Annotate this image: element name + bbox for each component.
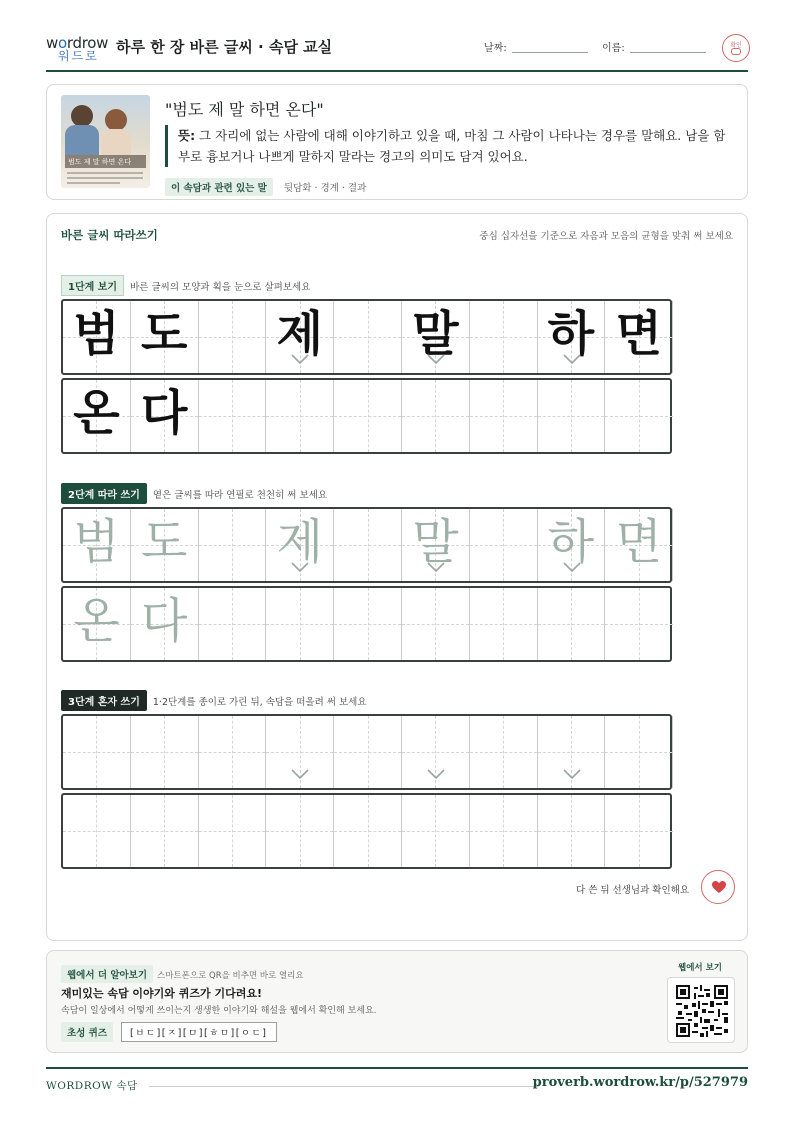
qr-label: 웹에서 보기 (677, 963, 722, 973)
name-field[interactable] (630, 52, 706, 53)
step-2-row-1[interactable] (61, 507, 672, 583)
step-3-row-1[interactable] (61, 714, 672, 790)
grid-cell[interactable] (538, 588, 606, 660)
grid-cell (199, 301, 267, 373)
name-label: 이름: (602, 43, 625, 54)
section-desc: 중심 십자선을 기준으로 자음과 모음의 균형을 맞춰 써 보세요 (479, 231, 733, 242)
chevron-down-icon (290, 768, 310, 780)
related-tag: 이 속담과 관련 있는 말 (165, 178, 273, 196)
grid-cell (131, 301, 199, 373)
grid-cell[interactable] (334, 509, 402, 581)
step-1-row-1 (61, 299, 672, 375)
grid-cell (470, 301, 538, 373)
practice-character: 다 (141, 593, 188, 649)
grid-cell[interactable] (402, 795, 470, 867)
grid-cell[interactable] (470, 509, 538, 581)
grid-cell[interactable] (334, 716, 402, 788)
grid-cell[interactable] (605, 716, 673, 788)
logo-hangul: 워드로 (58, 49, 99, 63)
grid-cell[interactable] (334, 795, 402, 867)
check-text: 다 쓴 뒤 선생님과 확인해요 (575, 885, 689, 896)
chevron-down-icon (290, 353, 310, 365)
practice-character (470, 301, 537, 373)
grid-cell[interactable] (605, 509, 673, 581)
chevron-down-icon (426, 353, 446, 365)
grid-cell[interactable] (605, 588, 673, 660)
step-3-label (61, 690, 367, 710)
grid-cell[interactable] (334, 588, 402, 660)
grid-cell (470, 380, 538, 452)
step-2-badge: 2단계 따라 쓰기 (61, 483, 147, 504)
initial-quiz (61, 1021, 277, 1042)
grid-cell[interactable] (470, 588, 538, 660)
grid-cell[interactable] (131, 795, 199, 867)
practice-character: 도 (141, 514, 188, 570)
page-footer (46, 1067, 748, 1097)
grid-cell (63, 380, 131, 452)
practice-character: 범 (73, 514, 120, 570)
proverb-card (46, 84, 748, 200)
grid-cell (266, 380, 334, 452)
quiz-label: 초성 퀴즈 (61, 1022, 113, 1042)
proverb-title: "범도 제 말 하면 온다" (165, 100, 324, 119)
practice-character (334, 301, 401, 373)
practice-character (334, 509, 401, 581)
stamp-text: 확인 (730, 42, 742, 49)
grid-cell[interactable] (131, 509, 199, 581)
grid-cell[interactable] (470, 716, 538, 788)
stamp-icon (722, 34, 750, 62)
illustration-caption: 범도 제 말 하면 온다 (65, 155, 146, 168)
page-header (46, 30, 748, 72)
grid-cell (538, 380, 606, 452)
stamp-face (731, 48, 741, 55)
chevron-down-icon (290, 561, 310, 573)
web-info-box (46, 950, 748, 1053)
grid-cell (63, 301, 131, 373)
grid-cell[interactable] (199, 716, 267, 788)
grid-cell (334, 301, 402, 373)
step-1-label (61, 275, 310, 295)
chevron-down-icon (562, 561, 582, 573)
page-title: 하루 한 장 바른 글씨 · 속담 교실 (116, 38, 333, 56)
practice-character: 말 (412, 306, 459, 362)
practice-character: 면 (615, 514, 662, 570)
step-3-badge: 3단계 혼자 쓰기 (61, 690, 147, 711)
web-tag (61, 963, 304, 983)
proverb-illustration (61, 95, 150, 188)
grid-cell[interactable] (63, 716, 131, 788)
logo-word: wordrow (46, 34, 109, 52)
step-1-badge: 1단계 보기 (61, 275, 124, 296)
chevron-down-icon (426, 768, 446, 780)
grid-cell[interactable] (131, 588, 199, 660)
heart-stamp-icon (701, 870, 735, 904)
grid-cell[interactable] (470, 795, 538, 867)
related-words (165, 176, 366, 196)
grid-cell[interactable] (131, 716, 199, 788)
grid-cell (402, 380, 470, 452)
grid-cell (199, 380, 267, 452)
wordrow-logo (46, 34, 108, 62)
qr-code-icon[interactable] (667, 977, 735, 1043)
practice-character: 범 (73, 306, 120, 362)
step-1-row-2 (61, 378, 672, 454)
web-tag-badge: 웹에서 더 알아보기 (61, 965, 153, 983)
related-text: 뒷담화 · 경계 · 결과 (283, 183, 367, 194)
footer-divider (149, 1086, 539, 1087)
web-title: 재미있는 속담 이야기와 퀴즈가 기다려요! (61, 987, 262, 1000)
grid-cell[interactable] (63, 795, 131, 867)
heart-icon (712, 881, 726, 894)
grid-cell[interactable] (266, 795, 334, 867)
practice-character (199, 509, 266, 581)
web-hint: 스마트폰으로 QR을 비추면 바로 열리요 (157, 971, 304, 981)
proverb-meaning (165, 125, 737, 167)
practice-character (199, 301, 266, 373)
date-label: 날짜: (484, 43, 507, 54)
chevron-down-icon (562, 768, 582, 780)
qr-pattern (676, 985, 728, 1037)
grid-cell[interactable] (199, 509, 267, 581)
grid-cell[interactable] (605, 795, 673, 867)
grid-cell[interactable] (199, 795, 267, 867)
practice-character: 온 (73, 593, 120, 649)
footer-url[interactable]: proverb.wordrow.kr/p/527979 (532, 1075, 748, 1090)
quiz-value: [ㅂㄷ][ㅈ][ㅁ][ㅎㅁ][ㅇㄷ] (121, 1022, 276, 1042)
practice-character: 도 (141, 306, 188, 362)
practice-character: 제 (276, 306, 323, 362)
step-3-text: 1·2단계를 종이로 가린 뒤, 속담을 떠올려 써 보세요 (152, 697, 367, 708)
grid-cell[interactable] (63, 588, 131, 660)
meaning-label: 뜻: (178, 128, 196, 143)
practice-character: 다 (141, 385, 188, 441)
practice-character: 면 (615, 306, 662, 362)
practice-character: 온 (73, 385, 120, 441)
grid-cell (131, 380, 199, 452)
step-3-row-2[interactable] (61, 793, 672, 869)
step-2-row-2[interactable] (61, 586, 672, 662)
practice-character: 제 (276, 514, 323, 570)
practice-character: 말 (412, 514, 459, 570)
step-2-label (61, 483, 327, 503)
grid-cell[interactable] (402, 588, 470, 660)
step-1-text: 바른 글씨의 모양과 획을 눈으로 살펴보세요 (130, 282, 311, 293)
date-field[interactable] (512, 52, 588, 53)
grid-cell[interactable] (199, 588, 267, 660)
grid-cell[interactable] (63, 509, 131, 581)
web-desc: 속담이 일상에서 어떻게 쓰이는지 생생한 이야기와 해설을 웹에서 확인해 보세요. (61, 1006, 377, 1016)
chevron-down-icon (426, 561, 446, 573)
writing-practice-section (46, 213, 748, 941)
grid-cell (605, 380, 673, 452)
practice-character: 하 (547, 514, 595, 570)
grid-cell (605, 301, 673, 373)
footer-brand: WORDROW 속담 (46, 1080, 138, 1092)
grid-cell[interactable] (266, 588, 334, 660)
chevron-down-icon (562, 353, 582, 365)
grid-cell (334, 380, 402, 452)
meaning-text: 그 자리에 없는 사람에 대해 이야기하고 있을 때, 마침 그 사람이 나타나는 경우를 말해요. 남을 함부로 흉보거나 나쁘게 말하지 말라는 경고의 의미도 담겨 있어요. (178, 128, 726, 164)
step-2-text: 옅은 글씨를 따라 연필로 천천히 써 보세요 (152, 490, 328, 501)
section-title: 바른 글씨 따라쓰기 (61, 228, 158, 242)
practice-character (470, 509, 537, 581)
practice-character: 하 (547, 306, 595, 362)
grid-cell[interactable] (538, 795, 606, 867)
